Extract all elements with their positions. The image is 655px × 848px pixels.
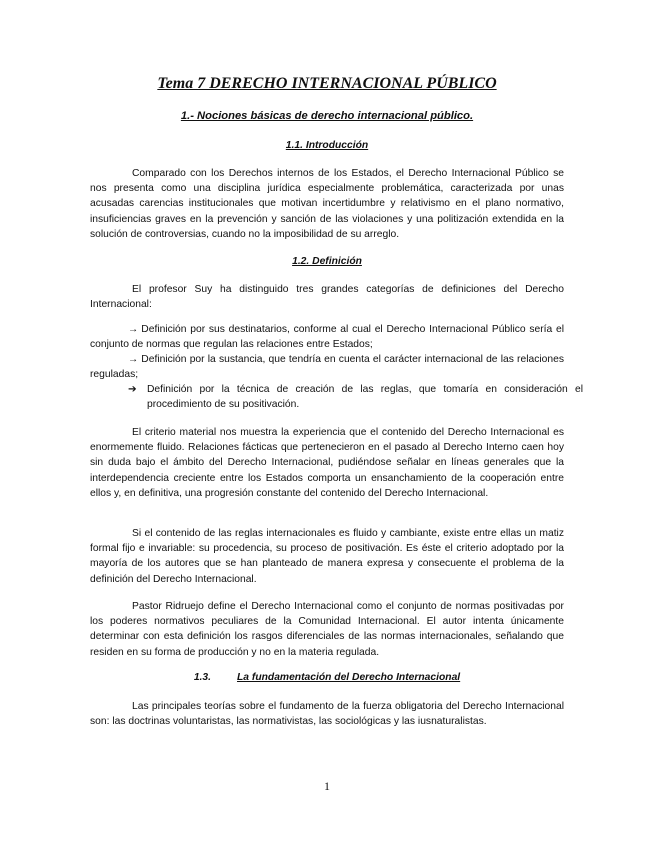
section-1-1-paragraph-1: Comparado con los Derechos internos de los Estados, el Derecho Internacional Público se nos presenta como una disciplina jurídica especialmente problemática, caracterizada por unas acusadas carencias institucionales que motivan incertidumbre y relativismo en el plano normativo, insuficiencias graves en la prevención y sanción de las violaciones y una politización extendida en la solución de controversias, cuando no la imposibilidad de su arreglo. (90, 168, 564, 240)
definition-item-2-text: Definición por la sustancia, que tendría en cuenta el carácter internacional de las relaciones reguladas; (90, 354, 564, 381)
definition-item-2 (90, 352, 564, 382)
section-1-1-heading: 1.1. Introducción (285, 140, 369, 151)
definition-item-1 (90, 322, 564, 352)
document-title: Tema 7 DERECHO INTERNACIONAL PÚBLICO (157, 75, 497, 92)
section-1-heading: 1.- Nociones básicas de derecho internacional público. (180, 110, 474, 122)
arrow-right-icon: → (128, 354, 139, 365)
section-1-2-paragraph-4: Pastor Ridruejo define el Derecho Internacional como el conjunto de normas positivadas por los poderes normativos peculiares de la Comunidad Internacional. El autor intenta únicamente determinar con esta definición los rasgos diferenciales de las normas internacionales, señalando que residen en su forma de producción y no en la materia regulada. (90, 601, 564, 658)
section-1-2-paragraph-1: El profesor Suy ha distinguido tres grandes categorías de definiciones del Derecho Internacional: (90, 284, 564, 311)
section-1-2-heading: 1.2. Definición (292, 256, 362, 267)
definition-item-1-text: Definición por sus destinatarios, conforme al cual el Derecho Internacional Público sería el conjunto de normas que regulan las relaciones entre Estados; (90, 324, 564, 351)
section-1-3-title: La fundamentación del Derecho Internacional (237, 672, 461, 683)
section-1-3-paragraph-1: Las principales teorías sobre el fundamento de la fuerza obligatoria del Derecho Internacional son: las doctrinas voluntaristas, las normativistas, las sociológicas y las iusnaturalistas. (90, 701, 564, 728)
section-1-2-paragraph-2: El criterio material nos muestra la experiencia que el contenido del Derecho Internacional es enormemente fluido. Relaciones fácticas que pertenecieron en el pasado al Derecho Interno caen hoy sin duda bajo el ámbito del Derecho Internacional, pudiéndose señalar en líneas generales que la interdependencia creciente entre los Estados comporta un ensanchamiento de la cooperación entre ellos y, en definitiva, una progresión constante del contenido del Derecho Internacional. (90, 427, 564, 499)
arrow-right-bold-icon: ➔ (128, 384, 137, 395)
section-1-3-heading (90, 670, 564, 685)
arrow-right-icon: → (128, 324, 139, 335)
section-1-3-number: 1.3. (193, 672, 212, 683)
definition-item-3 (128, 382, 583, 412)
definition-item-3-text: Definición por la técnica de creación de las reglas, que tomaría en consideración el procedimiento de su positivación. (147, 384, 583, 411)
section-1-2-paragraph-3: Si el contenido de las reglas internacionales es fluido y cambiante, existe entre ellas un matiz formal fijo e invariable: su procedencia, su proceso de positivación. Es éste el criterio adoptado por la mayoría de los autores que se han planteado de manera expresa y consecuente el problema de la definición del Derecho Internacional. (90, 528, 564, 585)
page-number: 1 (324, 779, 330, 793)
